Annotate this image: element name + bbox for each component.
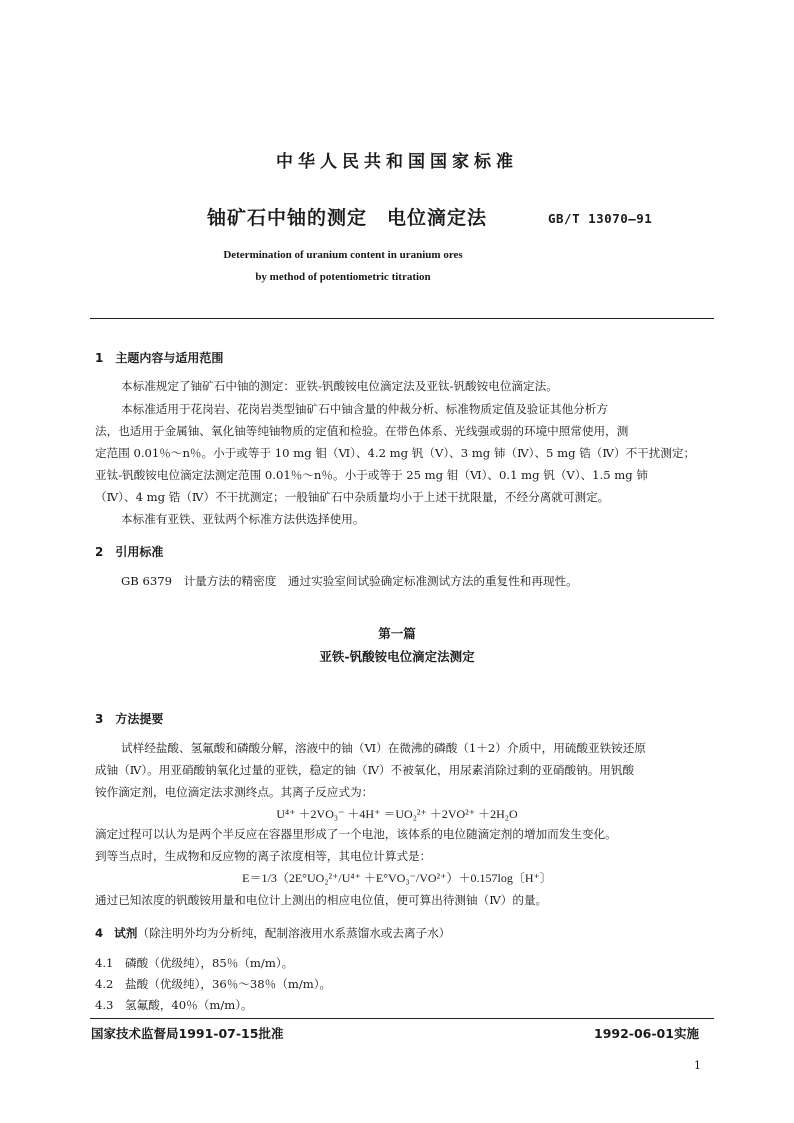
potential-equation: E＝1/3（2E°UO₂²⁺/U⁴⁺ ＋E°VO₃⁻/VO²⁺）＋0.157log〔H⁺〕 (242, 871, 552, 885)
section-1-paragraph-2-line-3: 定范围 0.01％～n％。小于或等于 10 mg 钼（Ⅵ）、4.2 mg 钒（Ⅴ）、3 mg 铈（Ⅳ）、5 mg 锆（Ⅳ）不干扰测定； (95, 446, 696, 460)
section-3-paragraph-3: 通过已知浓度的钒酸铵用量和电位计上测出的相应电位值，便可算出待测铀（Ⅳ）的量。 (95, 893, 548, 907)
english-title-line-2: by method of potentiometric titration (255, 271, 431, 283)
section-1-paragraph-2-line-2: 法，也适用于金属铀、氧化铀等纯铀物质的定值和检验。在带色体系、光线强或弱的环境中照常使用，测 (95, 424, 629, 438)
section-1-paragraph-2-line-5: （Ⅳ）、4 mg 锆（Ⅳ）不干扰测定；一般铀矿石中杂质量均小于上述干扰限量，不经分离就可测定。 (95, 490, 610, 504)
section-3-heading: 3 方法提要 (95, 712, 164, 726)
issuing-body-title: 中华人民共和国国家标准 (276, 152, 518, 172)
standard-number: GB/T 13070—91 (548, 211, 653, 226)
section-1-paragraph-2-line-1: 本标准适用于花岗岩、花岗岩类型铀矿石中铀含量的仲裁分析、标准物质定值及验证其他分析方 (121, 402, 608, 416)
section-3-paragraph-1-line-1: 试样经盐酸、氢氟酸和磷酸分解，溶液中的铀（Ⅵ）在微沸的磷酸（1＋2）介质中，用硫酸亚铁铵还原 (121, 741, 646, 755)
part-title: 亚铁-钒酸铵电位滴定法测定 (319, 649, 475, 664)
section-3-paragraph-1-line-3: 铵作滴定剂，电位滴定法求测终点。其离子反应式为： (95, 785, 374, 799)
ionic-reaction-equation: U⁴⁺ ＋2VO₃⁻ ＋4H⁺ ＝UO₂²⁺ ＋2VO²⁺ ＋2H₂O (276, 807, 518, 821)
implementation-date: 1992-06-01实施 (594, 1026, 699, 1041)
approval-date: 国家技术监督局1991-07-15批准 (91, 1026, 284, 1041)
section-1-heading: 1 主题内容与适用范围 (95, 351, 224, 365)
section-3-paragraph-2-line-2: 到等当点时，生成物和反应物的离子浓度相等，其电位计算式是： (95, 849, 432, 863)
part-label: 第一篇 (378, 626, 416, 641)
section-1-paragraph-1: 本标准规定了铀矿石中铀的测定：亚铁-钒酸铵电位滴定法及亚钛-钒酸铵电位滴定法。 (121, 379, 558, 393)
standard-title: 铀矿石中铀的测定 电位滴定法 (207, 207, 488, 229)
section-1-paragraph-2-line-4: 亚钛-钒酸铵电位滴定法测定范围 0.01％～n％。小于或等于 25 mg 钼（Ⅵ）、0.1 mg 钒（Ⅴ）、1.5 mg 铈 (95, 468, 648, 482)
english-title-line-1: Determination of uranium content in uranium ores (223, 249, 463, 261)
section-2-heading: 2 引用标准 (95, 545, 164, 559)
section-2-reference: GB 6379 计量方法的精密度 通过实验室间试验确定标准测试方法的重复性和再现性。 (121, 574, 578, 588)
section-3-paragraph-1-line-2: 成铀（Ⅳ）。用亚硝酸钠氧化过量的亚铁，稳定的铀（Ⅳ）不被氧化，用尿素消除过剩的亚硝酸钠。用钒酸 (95, 763, 635, 777)
reagent-4-3: 4.3 氢氟酸，40％（m/m）。 (95, 998, 253, 1012)
header-divider (90, 318, 714, 319)
section-1-paragraph-3: 本标准有亚铁、亚钛两个标准方法供选择使用。 (121, 512, 365, 526)
section-4-title: 试剂 (114, 926, 138, 940)
section-4-note: （除注明外均为分析纯，配制溶液用水系蒸馏水或去离子水） (137, 926, 451, 940)
section-4-heading (95, 925, 450, 941)
page-number: 1 (694, 1059, 701, 1072)
reagent-4-1: 4.1 磷酸（优级纯），85％（m/m）。 (95, 956, 294, 970)
reagent-4-2: 4.2 盐酸（优级纯），36％～38％（m/m）。 (95, 977, 332, 991)
section-3-paragraph-2-line-1: 滴定过程可以认为是两个半反应在容器里形成了一个电池，该体系的电位随滴定剂的增加而发生变化。 (95, 827, 617, 841)
footer-divider (90, 1018, 714, 1019)
section-4-number: 4 (95, 926, 104, 940)
